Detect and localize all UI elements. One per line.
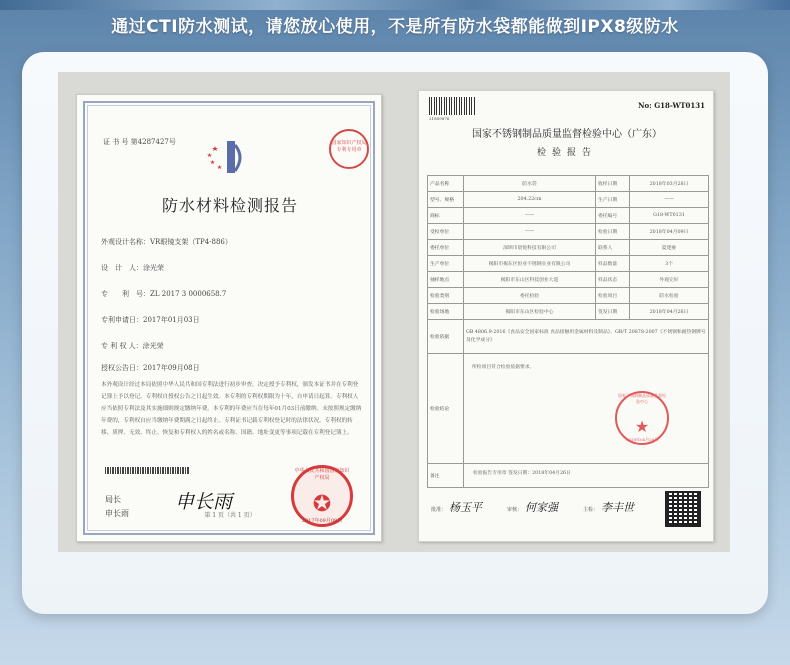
table-row [428,288,709,304]
director-name: 申长雨 [105,509,129,518]
inspection-report [418,90,714,542]
remark-label: 备注 [428,464,464,488]
row-value: 3个 [630,256,709,272]
patent-number: 专 利 号：ZL 2017 3 0000658.7 [101,290,227,298]
row-label: 检验项目 [596,288,630,304]
row-value: 外观完好 [630,272,709,288]
row-label: 签发日期 [596,304,630,320]
row-label: 检验场地 [428,304,464,320]
row-value: 揭阳市揭东区恒业不锈钢实业有限公司 [464,256,596,272]
report-subtitle: 检验报告 [536,148,597,158]
row-label: 生产日期 [596,192,630,208]
certificate-number: 证 书 号 第4287427号 [103,138,176,146]
basis-label: 检验依据 [428,320,464,354]
reviewer [507,499,558,515]
row-value: 揭阳市东山区检验中心 [464,304,596,320]
table-row [428,272,709,288]
seal-text: 中华人民共和国国家知识产权局 [294,468,350,481]
report-barcode [429,97,475,115]
tester [583,499,634,515]
patentee: 专 利 权 人：涂光荣 [101,342,164,350]
approver [431,499,482,515]
row-label: 生产单位 [428,256,464,272]
certificate-barcode [105,467,189,474]
table-row [428,224,709,240]
basis-row [428,320,709,354]
patent-certificate [76,94,382,542]
row-value: 2018年03月28日 [630,176,709,192]
design-name: 外观设计名称：VR眼镜支架（TP4-886） [101,238,232,246]
conclusion-cell [464,354,709,464]
conclusion-label: 检验结论 [428,354,464,464]
row-label: 商标 [428,208,464,224]
report-seal-date: 2018年04月26日 [625,437,659,442]
row-value: 夏建豪 [630,240,709,256]
cnipa-logo-icon [205,137,251,177]
report-title: 国家不锈钢制品质量监督检验中心（广东） [472,129,662,140]
row-label: 抽样地点 [428,272,464,288]
conclusion-note: 检验报告专用章 签发日期：2018年04月26日 [473,471,571,476]
row-label: 委托单位 [428,240,464,256]
row-value: 揭阳市东山区科技创业大道 [464,272,596,288]
conclusion-text: 所检项目符合检验依据要求。 [472,365,535,370]
reviewer-signature: 何家强 [525,501,559,514]
row-value: 2018年04月09日 [630,224,709,240]
certificate-page: 第 1 页（共 1 页） [204,512,256,519]
table-row [428,192,709,208]
inspection-center-seal [615,391,669,445]
row-label: 受检单位 [428,224,464,240]
row-value: 2018年04月26日 [630,304,709,320]
designer: 设 计 人：涂光荣 [101,264,164,272]
row-label: 委托编号 [596,208,630,224]
reviewer-label: 审核： [507,507,523,513]
row-label: 收样日期 [596,176,630,192]
row-label: 样品数量 [596,256,630,272]
grant-date: 授权公告日：2017年09月08日 [101,364,200,372]
row-value: —— [464,208,596,224]
certificates-photo [58,72,730,552]
row-value: 委托检验 [464,288,596,304]
report-seal-text: 国家不锈钢制品质量监督检验中心 [618,393,666,404]
certificate-body-text: 本外观设计经过本局依照中华人民共和国专利法进行初步审查，决定授予专利权，颁发本证书并在专利登记簿上予以登记。专利权自授权公告之日起生效。本专利的专利权期限为十年，自申请日起算。专利权人应当依照专利法及其实施细则规定缴纳年费。本专利的年费应当在每年01月03日前缴纳。未按照规定缴纳年费的，专利权自应当缴纳年费期满之日起终止。专利证书记载专利权登记时的法律状况。专利权的转移、质押、无效、终止、恢复和专利权人的姓名或名称、国籍、地址变更等事项记载在专利登记簿上。 [101,382,362,436]
seal-date: 2017年09月08日 [301,518,343,524]
top-decoration [0,0,790,10]
certificate-title: 防水材料检测报告 [161,196,298,215]
patent-seal-small: 国家知识产权局专利专用章 [329,129,369,169]
row-value: 204.22cm [464,192,596,208]
row-label: 联系人 [596,240,630,256]
row-value: G18-WT0131 [630,208,709,224]
row-value: —— [464,224,596,240]
basis-text: GB 4806.9-2016《食品安全国家标准 食品接触用金属材料及制品》、GB/T 20878-2007《不锈钢和耐热钢牌号及化学成分》 [464,320,709,354]
qr-code-icon [665,491,701,527]
row-label: 检验类别 [428,288,464,304]
table-row [428,240,709,256]
row-value: 防水袋 [464,176,596,192]
headline: 通过CTI防水测试，请您放心使用，不是所有防水袋都能做到IPX8级防水 [111,17,679,37]
row-value: —— [630,192,709,208]
row-value: 深圳市晨悦科技有限公司 [464,240,596,256]
national-emblem-icon: ✪ [312,492,332,517]
table-row [428,208,709,224]
filing-date: 专利申请日：2017年01月03日 [101,316,200,324]
star-icon: ★ [634,417,650,436]
report-number: No: G18-WT0131 [638,101,705,110]
row-label: 产品名称 [428,176,464,192]
row-label: 检验日期 [596,224,630,240]
director-signature: 申长雨 [175,491,233,513]
table-row [428,256,709,272]
approver-label: 批准： [431,507,447,513]
row-label: 样品状态 [596,272,630,288]
table-row [428,176,709,192]
director-label: 局长 [105,495,121,504]
report-barcode-number: 21809876 [429,116,450,121]
tester-label: 主检： [583,507,599,513]
table-row [428,304,709,320]
row-value: 防水检验 [630,288,709,304]
row-label: 型号、规格 [428,192,464,208]
tester-signature: 李丰世 [601,501,635,514]
approver-signature: 杨玉平 [449,501,483,514]
